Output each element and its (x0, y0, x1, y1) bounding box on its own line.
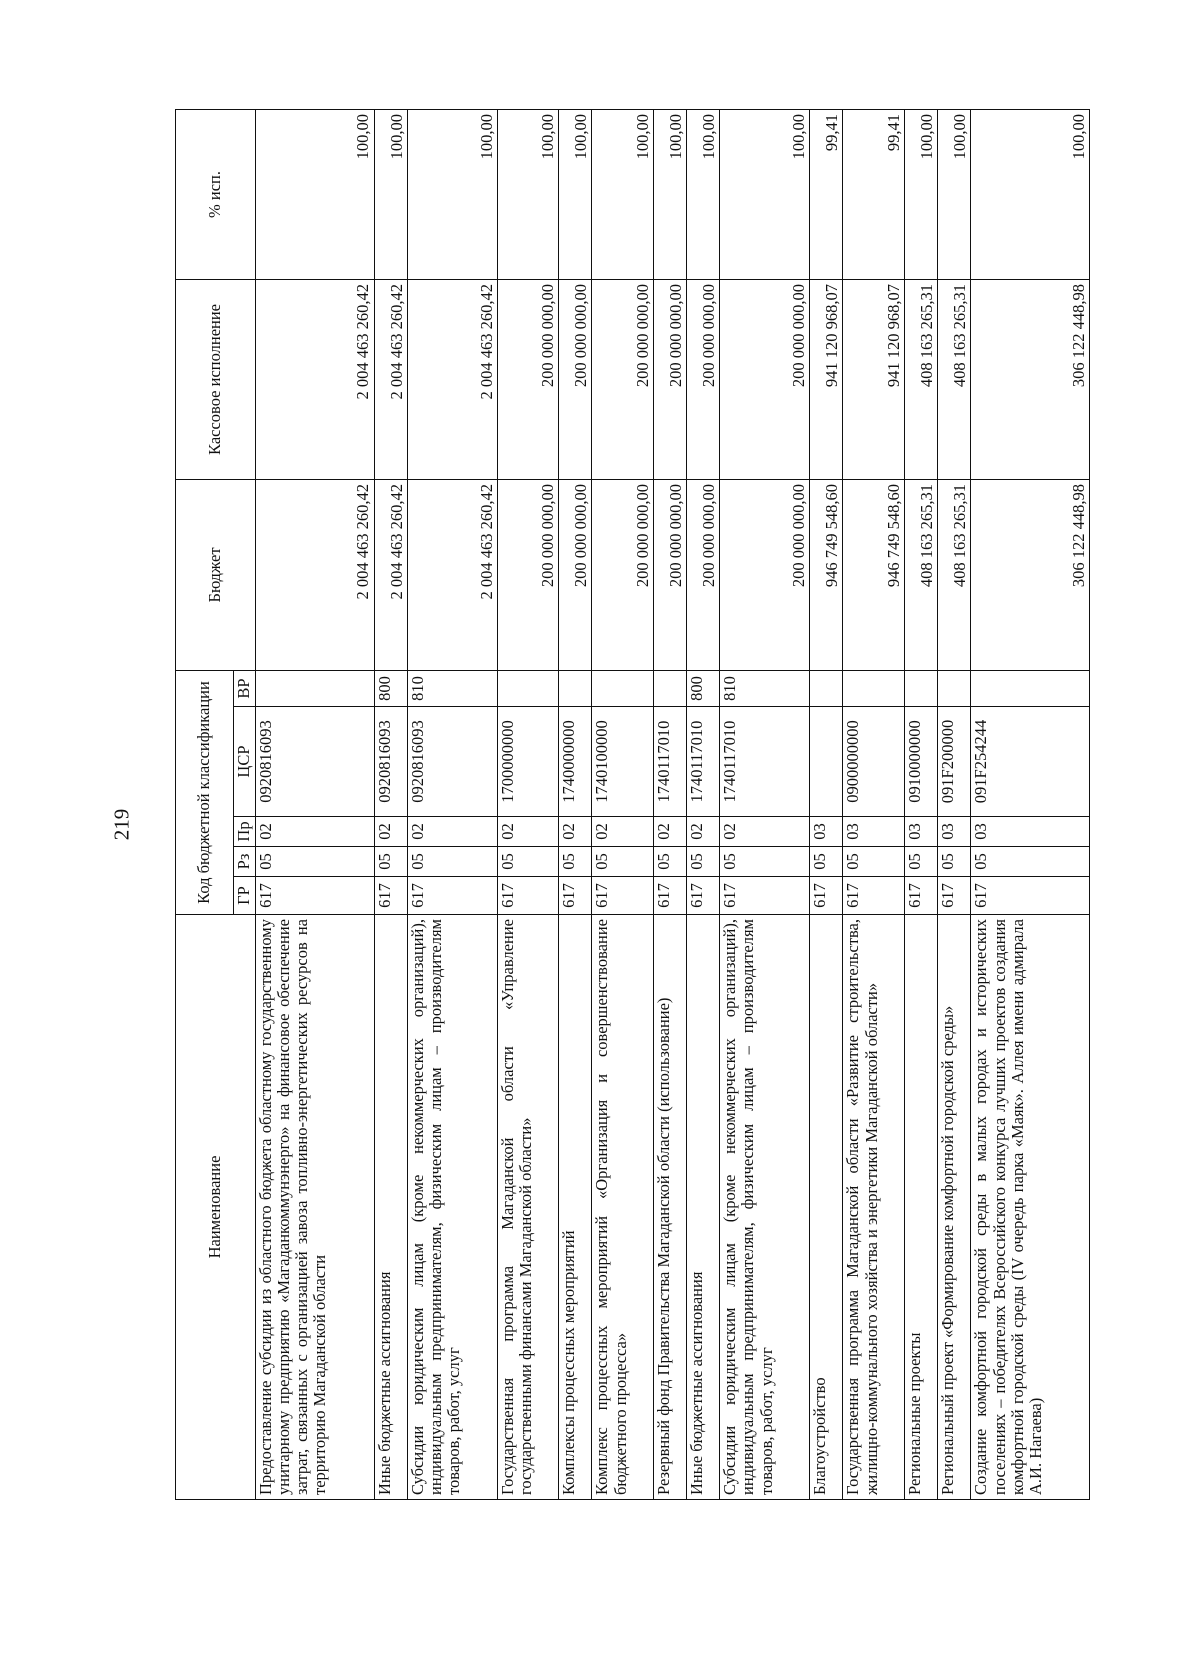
cell-vr: 810 (720, 670, 810, 706)
cell-rz: 05 (687, 847, 720, 877)
cell-pct: 100,00 (720, 109, 810, 279)
table-row (971, 109, 1090, 1499)
cell-rz: 05 (843, 847, 905, 877)
table-row (843, 109, 905, 1499)
cell-pct: 100,00 (938, 109, 971, 279)
cell-pr: 03 (971, 817, 1090, 847)
table-body (256, 109, 1090, 1499)
cell-pct: 100,00 (407, 109, 497, 279)
cell-pct: 100,00 (905, 109, 938, 279)
header-csr: ЦСР (234, 707, 256, 817)
table-row (374, 109, 407, 1499)
cell-cash: 200 000 000,00 (592, 279, 654, 479)
cell-gr: 617 (971, 877, 1090, 915)
cell-name: Иные бюджетные ассигнования (374, 915, 407, 1500)
cell-name: Комплекс процессных мероприятий «Организация и совершенствование бюджетного процесса» (592, 915, 654, 1500)
cell-rz: 05 (497, 847, 559, 877)
cell-cash: 941 120 968,07 (843, 279, 905, 479)
cell-pct: 100,00 (592, 109, 654, 279)
cell-vr: 800 (687, 670, 720, 706)
cell-budget: 200 000 000,00 (592, 479, 654, 670)
rotated-table-wrapper (175, 110, 1090, 1500)
cell-pct: 100,00 (256, 109, 375, 279)
cell-rz: 05 (905, 847, 938, 877)
cell-pct: 99,41 (810, 109, 843, 279)
cell-gr: 617 (687, 877, 720, 915)
cell-pct: 100,00 (654, 109, 687, 279)
cell-rz: 05 (592, 847, 654, 877)
cell-cash: 200 000 000,00 (497, 279, 559, 479)
cell-name: Предоставление субсидии из областного бюджета областному государственному унитарному предприятию «Магаданкоммунэнерго» на финансовое обеспечение затрат, связанных с организацией завоза топливно-энергетических ресурсов на территорию Магаданской области (256, 915, 375, 1500)
cell-csr: 1740117010 (654, 707, 687, 817)
cell-csr: 0920816093 (256, 707, 375, 817)
cell-pr: 02 (559, 817, 592, 847)
cell-name: Создание комфортной городской среды в малых городах и исторических поселениях – победителях Всероссийского конкурса лучших проектов создания комфортной городской среды (IV очередь парка «Маяк». Аллея имени адмирала А.И. Нагаева) (971, 915, 1090, 1500)
cell-budget: 2 004 463 260,42 (374, 479, 407, 670)
cell-budget: 200 000 000,00 (687, 479, 720, 670)
header-pr: Пр (234, 817, 256, 847)
cell-gr: 617 (497, 877, 559, 915)
table-row (497, 109, 559, 1499)
cell-gr: 617 (256, 877, 375, 915)
cell-gr: 617 (592, 877, 654, 915)
cell-pr: 02 (374, 817, 407, 847)
cell-csr: 1740117010 (720, 707, 810, 817)
cell-cash: 200 000 000,00 (687, 279, 720, 479)
table-row (256, 109, 375, 1499)
table-row (810, 109, 843, 1499)
cell-name: Благоустройство (810, 915, 843, 1500)
header-gr: ГР (234, 877, 256, 915)
cell-pr: 02 (256, 817, 375, 847)
cell-gr: 617 (654, 877, 687, 915)
cell-pr: 02 (654, 817, 687, 847)
header-vr: ВР (234, 670, 256, 706)
cell-gr: 617 (938, 877, 971, 915)
cell-vr (971, 670, 1090, 706)
cell-pct: 99,41 (843, 109, 905, 279)
cell-pct: 100,00 (559, 109, 592, 279)
table-row (654, 109, 687, 1499)
cell-budget: 200 000 000,00 (720, 479, 810, 670)
cell-vr: 810 (407, 670, 497, 706)
cell-cash: 200 000 000,00 (720, 279, 810, 479)
cell-budget: 200 000 000,00 (497, 479, 559, 670)
cell-gr: 617 (810, 877, 843, 915)
cell-vr: 800 (374, 670, 407, 706)
cell-pr: 02 (592, 817, 654, 847)
header-name: Наименование (176, 915, 256, 1500)
cell-name: Региональный проект «Формирование комфортной городской среды» (938, 915, 971, 1500)
cell-csr: 0920816093 (407, 707, 497, 817)
cell-pr: 02 (720, 817, 810, 847)
cell-rz: 05 (256, 847, 375, 877)
cell-csr: 1700000000 (497, 707, 559, 817)
cell-pr: 03 (810, 817, 843, 847)
cell-gr: 617 (407, 877, 497, 915)
cell-csr: 0900000000 (843, 707, 905, 817)
cell-csr: 091F200000 (938, 707, 971, 817)
header-budget: Бюджет (176, 479, 256, 670)
cell-pct: 100,00 (374, 109, 407, 279)
cell-rz: 05 (559, 847, 592, 877)
cell-name: Государственная программа Магаданской области «Развитие строительства, жилищно-коммунального хозяйства и энергетики Магаданской области» (843, 915, 905, 1500)
cell-gr: 617 (374, 877, 407, 915)
cell-name: Региональные проекты (905, 915, 938, 1500)
cell-rz: 05 (720, 847, 810, 877)
cell-budget: 306 122 448,98 (971, 479, 1090, 670)
cell-vr (810, 670, 843, 706)
cell-cash: 941 120 968,07 (810, 279, 843, 479)
cell-csr: 091F254244 (971, 707, 1090, 817)
budget-table (175, 109, 1090, 1500)
cell-pr: 03 (843, 817, 905, 847)
cell-budget: 200 000 000,00 (559, 479, 592, 670)
cell-budget: 946 749 548,60 (843, 479, 905, 670)
cell-cash: 2 004 463 260,42 (256, 279, 375, 479)
cell-rz: 05 (374, 847, 407, 877)
header-pct: % исп. (176, 109, 256, 279)
table-row (592, 109, 654, 1499)
cell-csr: 1740117010 (687, 707, 720, 817)
cell-vr (256, 670, 375, 706)
cell-vr (559, 670, 592, 706)
cell-rz: 05 (938, 847, 971, 877)
cell-pr: 03 (938, 817, 971, 847)
cell-rz: 05 (971, 847, 1090, 877)
cell-cash: 408 163 265,31 (905, 279, 938, 479)
cell-budget: 200 000 000,00 (654, 479, 687, 670)
page-number: 219 (109, 808, 134, 841)
cell-vr (654, 670, 687, 706)
cell-cash: 2 004 463 260,42 (374, 279, 407, 479)
cell-name: Резервный фонд Правительства Магаданской области (использование) (654, 915, 687, 1500)
header-cash: Кассовое исполнение (176, 279, 256, 479)
cell-name: Комплексы процессных мероприятий (559, 915, 592, 1500)
cell-pct: 100,00 (497, 109, 559, 279)
cell-rz: 05 (654, 847, 687, 877)
cell-gr: 617 (905, 877, 938, 915)
table-row (938, 109, 971, 1499)
table-header (176, 109, 256, 1499)
cell-csr (810, 707, 843, 817)
cell-cash: 306 122 448,98 (971, 279, 1090, 479)
header-code-group: Код бюджетной классификации (176, 670, 234, 914)
cell-vr (938, 670, 971, 706)
cell-budget: 946 749 548,60 (810, 479, 843, 670)
table-row (687, 109, 720, 1499)
cell-vr (592, 670, 654, 706)
cell-name: Субсидии юридическим лицам (кроме некоммерческих организаций), индивидуальным предпринимателям, физическим лицам – производителям товаров, работ, услуг (720, 915, 810, 1500)
cell-name: Государственная программа Магаданской области «Управление государственными финансами Магаданской области» (497, 915, 559, 1500)
cell-pr: 02 (497, 817, 559, 847)
cell-vr (497, 670, 559, 706)
cell-budget: 2 004 463 260,42 (256, 479, 375, 670)
cell-csr: 1740000000 (559, 707, 592, 817)
cell-cash: 200 000 000,00 (654, 279, 687, 479)
cell-pr: 03 (905, 817, 938, 847)
table-row (559, 109, 592, 1499)
cell-budget: 2 004 463 260,42 (407, 479, 497, 670)
cell-csr: 0910000000 (905, 707, 938, 817)
cell-gr: 617 (559, 877, 592, 915)
cell-rz: 05 (407, 847, 497, 877)
cell-csr: 1740100000 (592, 707, 654, 817)
cell-pct: 100,00 (687, 109, 720, 279)
cell-pr: 02 (687, 817, 720, 847)
table-row (905, 109, 938, 1499)
cell-gr: 617 (720, 877, 810, 915)
cell-budget: 408 163 265,31 (905, 479, 938, 670)
header-rz: Рз (234, 847, 256, 877)
table-row (407, 109, 497, 1499)
cell-gr: 617 (843, 877, 905, 915)
cell-cash: 408 163 265,31 (938, 279, 971, 479)
cell-cash: 2 004 463 260,42 (407, 279, 497, 479)
cell-name: Иные бюджетные ассигнования (687, 915, 720, 1500)
cell-pct: 100,00 (971, 109, 1090, 279)
cell-name: Субсидии юридическим лицам (кроме некоммерческих организаций), индивидуальным предпринимателям, физическим лицам – производителям товаров, работ, услуг (407, 915, 497, 1500)
cell-rz: 05 (810, 847, 843, 877)
table-row (720, 109, 810, 1499)
cell-cash: 200 000 000,00 (559, 279, 592, 479)
cell-pr: 02 (407, 817, 497, 847)
cell-budget: 408 163 265,31 (938, 479, 971, 670)
cell-vr (905, 670, 938, 706)
cell-vr (843, 670, 905, 706)
cell-csr: 0920816093 (374, 707, 407, 817)
